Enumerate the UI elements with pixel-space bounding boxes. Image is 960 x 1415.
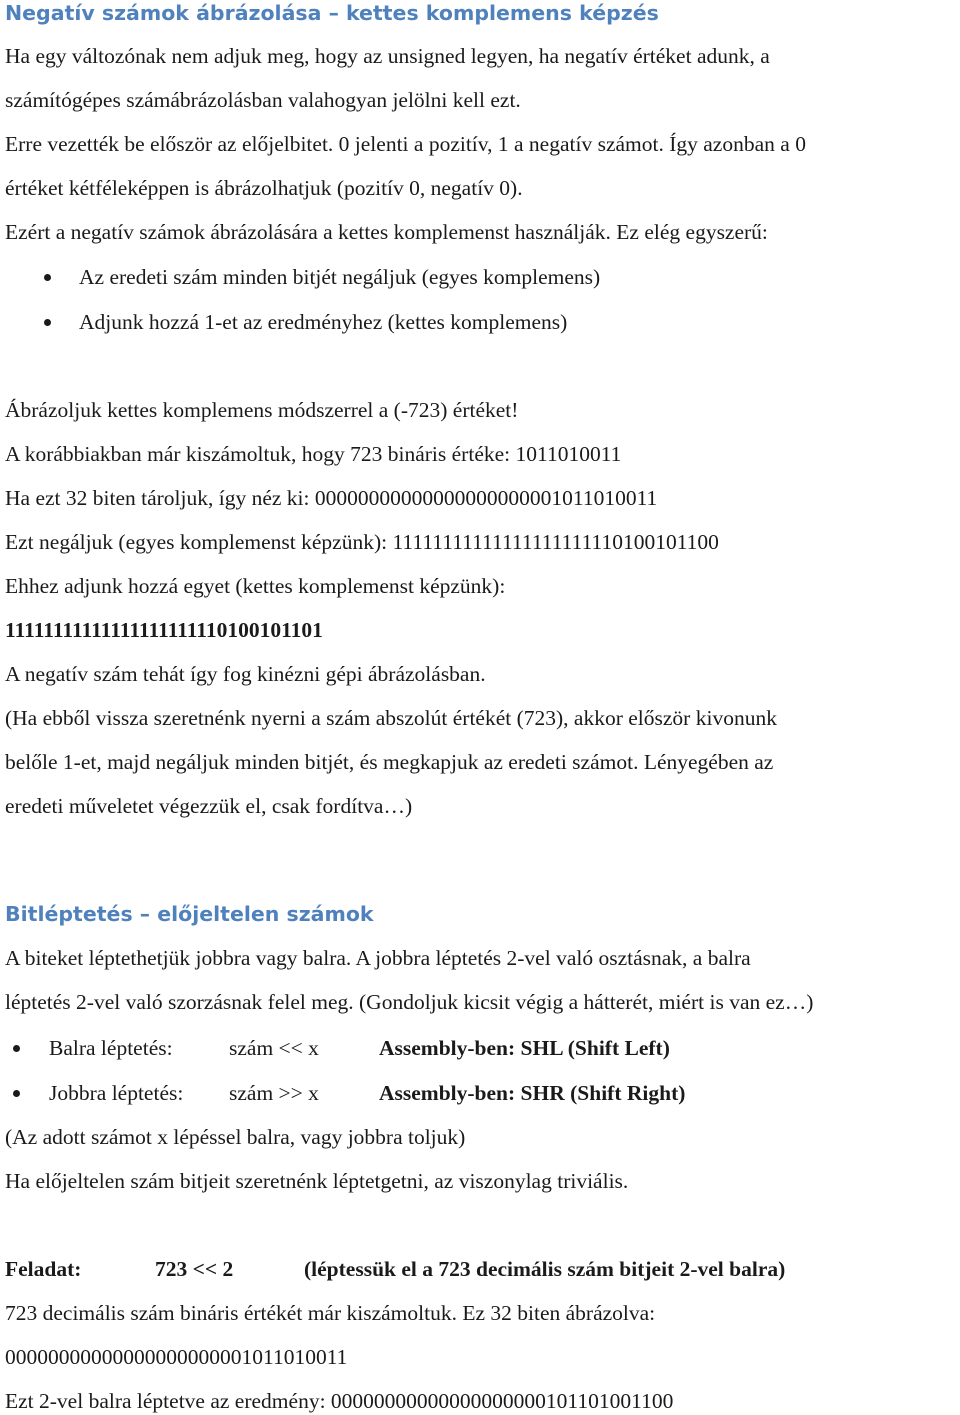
paragraph-line: számítógépes számábrázolásban valahogyan jelölni kell ezt. [5, 88, 521, 112]
paragraph-line: Ha egy változónak nem adjuk meg, hogy az unsigned legyen, ha negatív értéket adunk, a [5, 44, 770, 68]
conclusion-line: A negatív szám tehát így fog kinézni gépi ábrázolásban. [5, 662, 486, 686]
exercise-step: 723 decimális szám bináris értékét már kiszámoltuk. Ez 32 biten ábrázolva: [5, 1301, 656, 1325]
step-line: A korábbiakban már kiszámoltuk, hogy 723 bináris értéke: 1011010011 [5, 442, 622, 466]
note-line: belőle 1-et, majd negáljuk minden bitjét, és megkapjuk az eredeti számot. Lényegében az [5, 750, 774, 774]
shift-assembly: Assembly-ben: SHL (Shift Left) [379, 1036, 670, 1060]
result-binary: 11111111111111111111110100101101 [5, 618, 323, 642]
exercise-binary: 00000000000000000000001011010011 [5, 1345, 348, 1369]
list-item: Adjunk hozzá 1-et az eredményhez (kettes komplemens) [79, 310, 568, 334]
shift-expression: szám >> x [229, 1081, 319, 1105]
bullet-icon [44, 319, 51, 326]
shift-assembly: Assembly-ben: SHR (Shift Right) [379, 1081, 686, 1105]
section-heading-bit-shift: Bitléptetés – előjeltelen számok [5, 902, 374, 926]
paragraph-line: Erre vezették be először az előjelbitet. 0 jelenti a pozitív, 1 a negatív számot. Így azonban a 0 [5, 132, 806, 156]
exercise-description: (léptessük el a 723 decimális szám bitjeit 2-vel balra) [304, 1257, 786, 1281]
note-line: (Ha ebből vissza szeretnénk nyerni a szám abszolút értékét (723), akkor először kivonunk [5, 706, 777, 730]
shift-expression: szám << x [229, 1036, 319, 1060]
paragraph-line: Ha előjeltelen szám bitjeit szeretnénk léptetgetni, az viszonylag triviális. [5, 1169, 629, 1193]
note-line: eredeti műveletet végezzük el, csak fordítva…) [5, 794, 413, 818]
paragraph-line: A biteket léptethetjük jobbra vagy balra. A jobbra léptetés 2-vel való osztásnak, a balra [5, 946, 751, 970]
exercise-expression: 723 << 2 [155, 1257, 234, 1281]
list-item: Az eredeti szám minden bitjét negáljuk (egyes komplemens) [79, 265, 601, 289]
shift-name: Jobbra léptetés: [49, 1081, 184, 1105]
task-line: Ábrázoljuk kettes komplemens módszerrel a (-723) értéket! [5, 398, 519, 422]
exercise-label: Feladat: [5, 1257, 82, 1281]
paragraph-line: Ezért a negatív számok ábrázolására a kettes komplemenst használják. Ez elég egyszerű: [5, 220, 768, 244]
step-line: Ezt negáljuk (egyes komplemenst képzünk): 11111111111111111111110100101100 [5, 530, 719, 554]
paragraph-line: léptetés 2-vel való szorzásnak felel meg. (Gondoljuk kicsit végig a hátterét, miért is van ez…) [5, 990, 814, 1014]
section-heading-negative-numbers: Negatív számok ábrázolása – kettes komplemens képzés [5, 1, 659, 25]
step-line: Ha ezt 32 biten tároljuk, így néz ki: 00000000000000000000001011010011 [5, 486, 658, 510]
paragraph-line: értéket kétféleképpen is ábrázolhatjuk (pozitív 0, negatív 0). [5, 176, 523, 200]
shift-name: Balra léptetés: [49, 1036, 173, 1060]
exercise-result: Ezt 2-vel balra léptetve az eredmény: 00000000000000000000101101001100 [5, 1389, 674, 1413]
bullet-icon [44, 274, 51, 281]
bullet-icon [13, 1045, 20, 1052]
paragraph-line: (Az adott számot x lépéssel balra, vagy jobbra toljuk) [5, 1125, 466, 1149]
bullet-icon [13, 1090, 20, 1097]
step-line: Ehhez adjunk hozzá egyet (kettes komplemenst képzünk): [5, 574, 506, 598]
